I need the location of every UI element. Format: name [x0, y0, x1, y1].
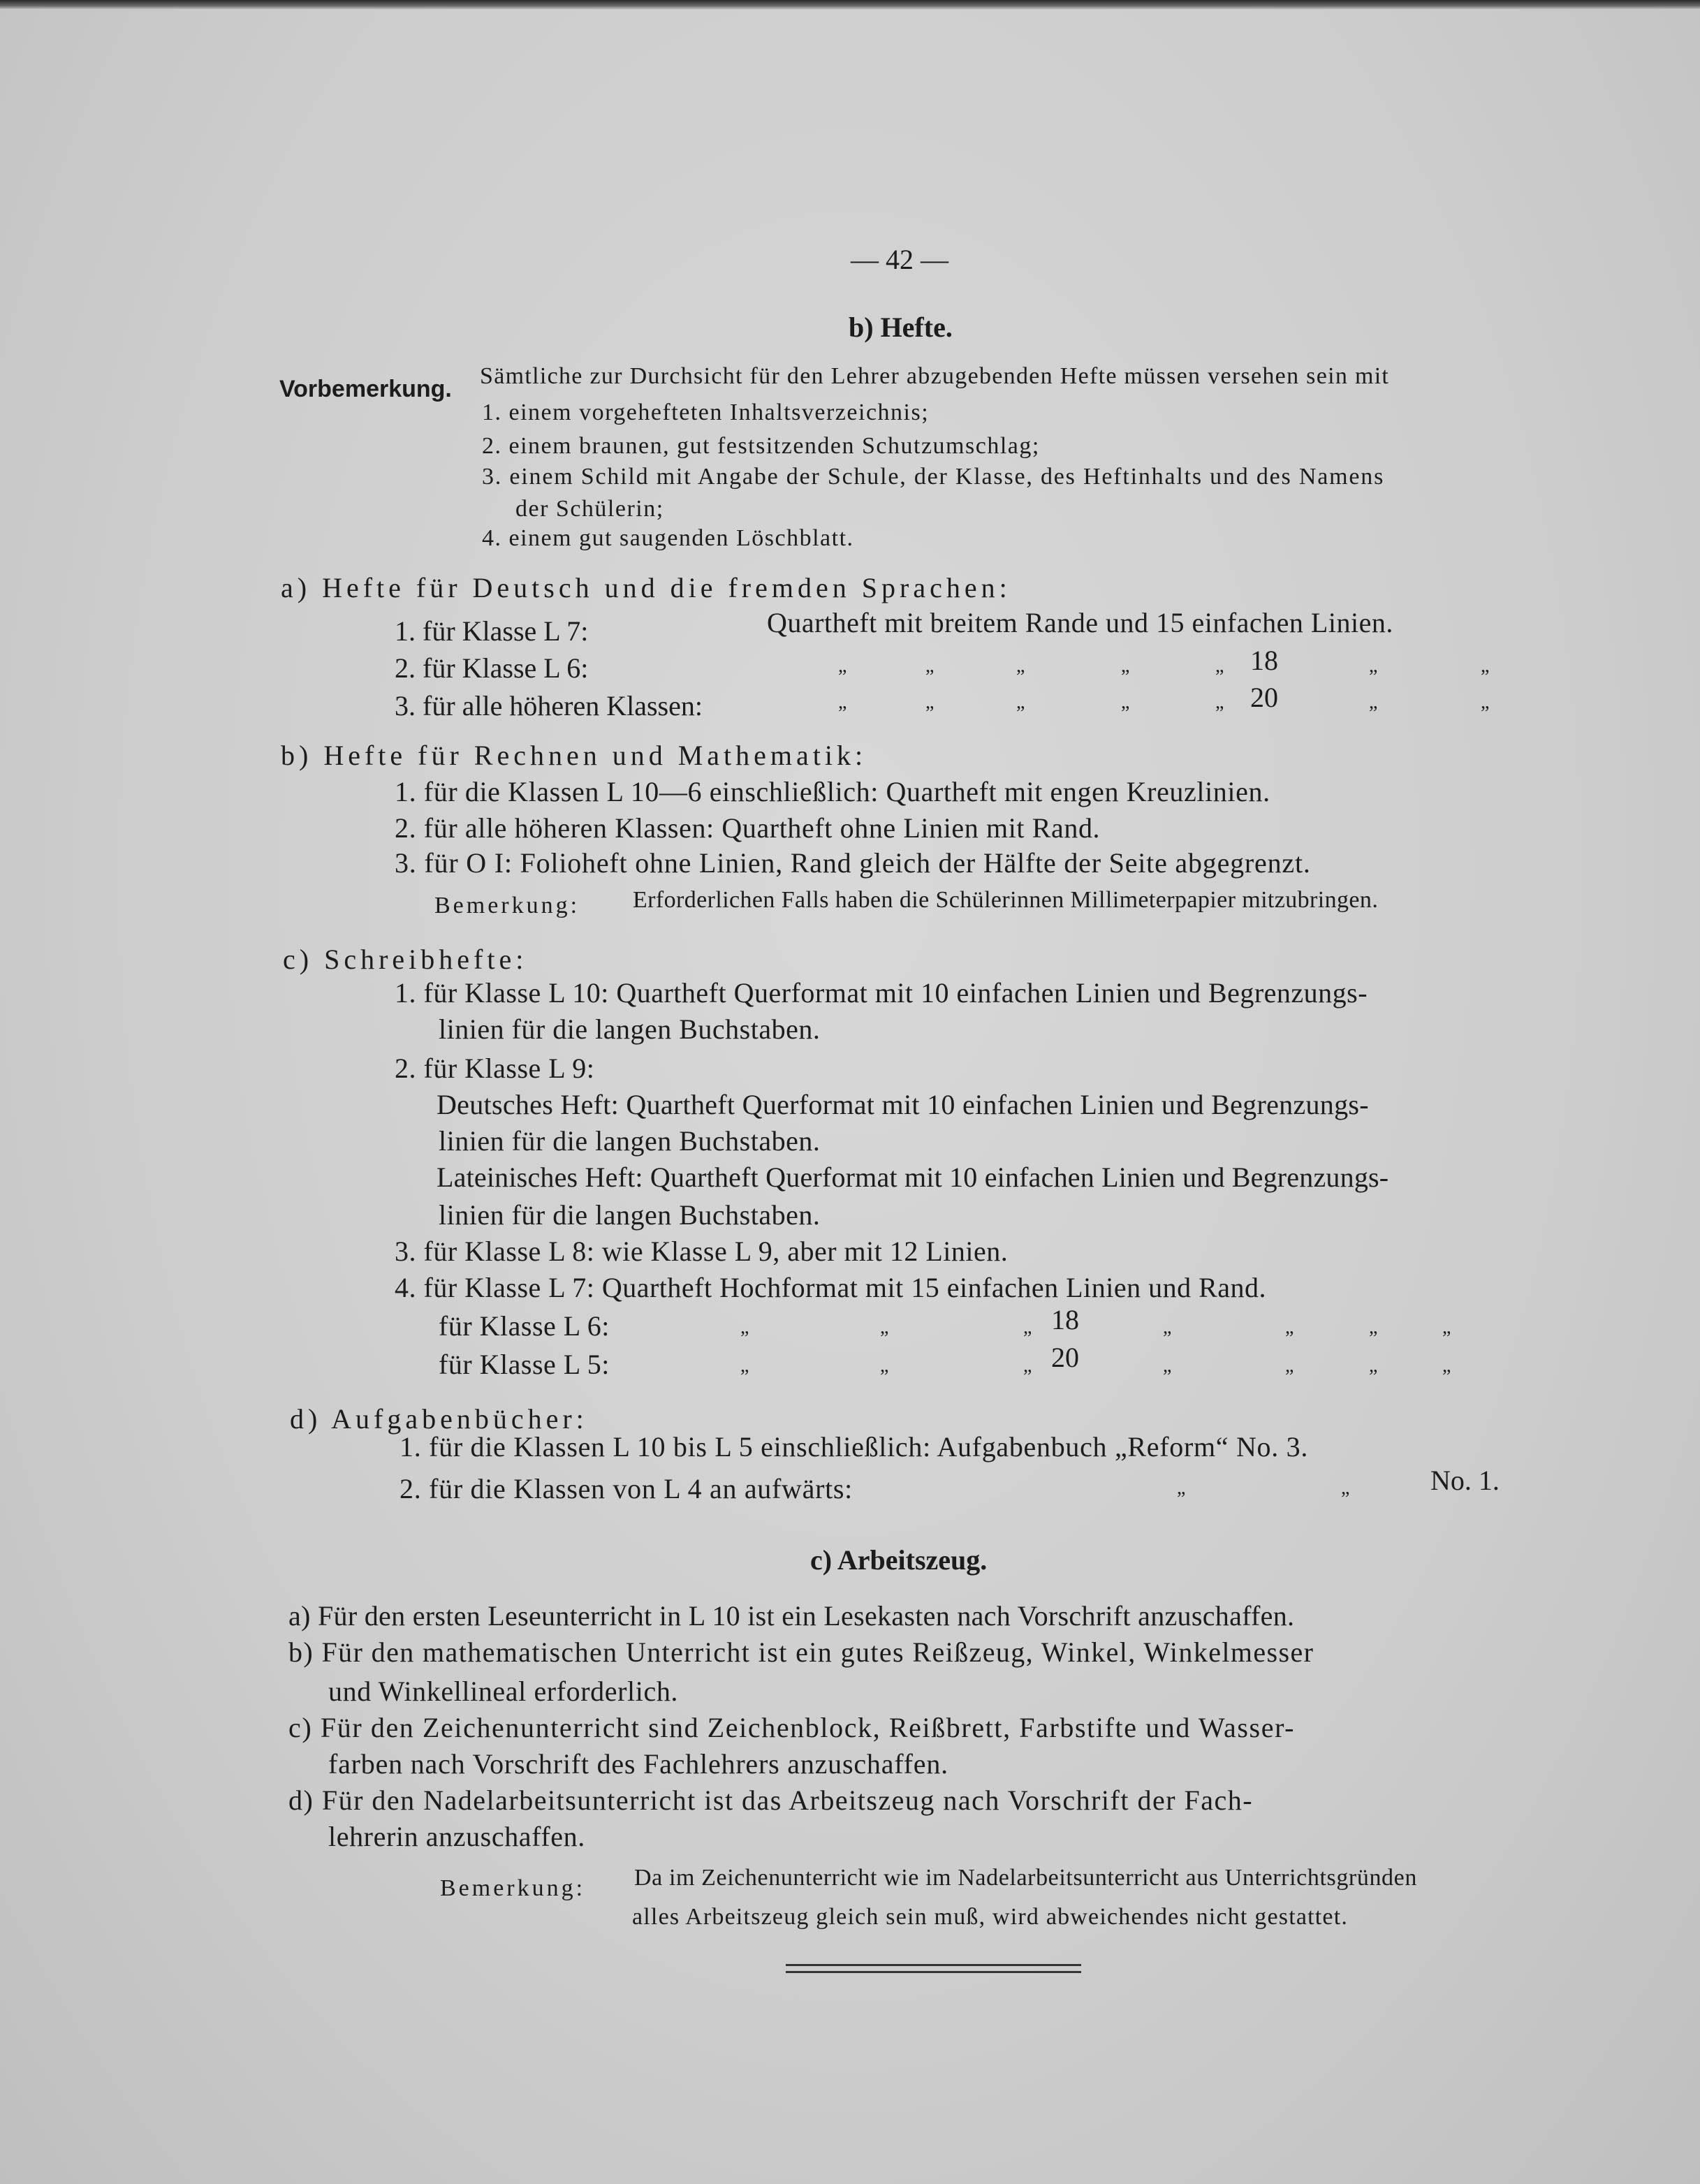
closing-rule: [786, 1964, 1081, 1966]
ditto-number: 20: [1051, 1342, 1079, 1373]
list-item: 2. für Klasse L 9:: [395, 1053, 595, 1084]
requirement-item: 2. einem braunen, gut festsitzenden Schutzumschlag;: [482, 433, 1040, 459]
subsection-heading-rechnen: b) Hefte für Rechnen und Mathematik:: [281, 740, 867, 771]
list-item: 3. für Klasse L 8: wie Klasse L 9, aber mit 12 Linien.: [395, 1236, 1009, 1267]
arbeitszeug-item: d) Für den Nadelarbeitsunterricht ist das Arbeitszeug nach Vorschrift der Fach-: [288, 1784, 1254, 1816]
list-item-label: 3. für alle höheren Klassen:: [395, 690, 703, 721]
ditto-mark: „: [1163, 1317, 1172, 1338]
vorbemerkung-text: Sämtliche zur Durchsicht für den Lehrer abzugebenden Hefte müssen versehen sein mit: [480, 363, 1390, 389]
ditto-mark: „: [838, 655, 847, 677]
requirement-item: 3. einem Schild mit Angabe der Schule, der Klasse, des Heftinhalts und des Namens: [482, 464, 1385, 490]
ditto-mark: „: [1369, 655, 1378, 677]
list-item: 1. für die Klassen L 10 bis L 5 einschließlich: Aufgabenbuch „Reform“ No. 3.: [400, 1431, 1309, 1463]
list-item-continuation: linien für die langen Buchstaben.: [439, 1013, 821, 1045]
list-item-label: 1. für Klasse L 7:: [395, 615, 589, 647]
page-top-edge: [0, 0, 1700, 10]
list-item-continuation: Deutsches Heft: Quartheft Querformat mit 10 einfachen Linien und Begrenzungs-: [437, 1089, 1369, 1120]
ditto-mark: „: [1341, 1477, 1350, 1499]
requirement-item: 4. einem gut saugenden Löschblatt.: [482, 525, 854, 551]
list-item-continuation: linien für die langen Buchstaben.: [439, 1125, 821, 1157]
ditto-number: 20: [1250, 682, 1278, 713]
arbeitszeug-item: b) Für den mathematischen Unterricht ist ein gutes Reißzeug, Winkel, Winkelmesser: [288, 1636, 1314, 1668]
arbeitszeug-item-continuation: und Winkellineal erforderlich.: [328, 1676, 679, 1707]
list-item: 3. für O I: Folioheft ohne Linien, Rand gleich der Hälfte der Seite abgegrenzt.: [395, 847, 1311, 879]
ditto-mark: „: [1215, 691, 1224, 713]
ditto-mark: „: [1121, 691, 1130, 713]
list-item-label: für Klasse L 5:: [439, 1349, 610, 1380]
ditto-mark: „: [1163, 1355, 1172, 1377]
ditto-mark: „: [1016, 691, 1025, 713]
list-item-continuation: linien für die langen Buchstaben.: [439, 1199, 821, 1231]
closing-rule: [786, 1971, 1081, 1973]
arbeitszeug-item: c) Für den Zeichenunterricht sind Zeichenblock, Reißbrett, Farbstifte und Wasser-: [288, 1712, 1296, 1743]
ditto-mark: „: [880, 1317, 889, 1338]
requirement-item: 1. einem vorgehefteten Inhaltsverzeichnis;: [482, 400, 930, 425]
ditto-mark: „: [740, 1355, 749, 1377]
ditto-mark: „: [1369, 1317, 1378, 1338]
ditto-mark: „: [1481, 655, 1490, 677]
ditto-mark: „: [1369, 1355, 1378, 1377]
list-item-text: Quartheft mit breitem Rande und 15 einfachen Linien.: [767, 607, 1393, 638]
vorbemerkung-label: Vorbemerkung.: [279, 376, 452, 402]
ditto-mark: „: [1285, 1317, 1294, 1338]
subsection-heading-aufgabenbuecher: d) Aufgabenbücher:: [290, 1403, 588, 1435]
subsection-heading-schreibhefte: c) Schreibhefte:: [283, 944, 528, 975]
ditto-mark: „: [1442, 1317, 1451, 1338]
ditto-mark: „: [1016, 655, 1025, 677]
remark-text: Da im Zeichenunterricht wie im Nadelarbeitsunterricht aus Unterrichtsgründen: [634, 1865, 1417, 1891]
arbeitszeug-item: a) Für den ersten Leseunterricht in L 10 ist ein Lesekasten nach Vorschrift anzuschaffen.: [288, 1600, 1295, 1632]
subsection-heading-deutsch: a) Hefte für Deutsch und die fremden Sprachen:: [281, 572, 1011, 603]
ditto-mark: „: [1177, 1477, 1186, 1499]
remark-label: Bemerkung:: [440, 1875, 586, 1901]
list-item-continuation: Lateinisches Heft: Quartheft Querformat mit 10 einfachen Linien und Begrenzungs-: [437, 1161, 1389, 1193]
page-number: — 42 —: [851, 244, 948, 275]
ditto-mark: „: [1285, 1355, 1294, 1377]
list-item-label: 2. für die Klassen von L 4 an aufwärts:: [400, 1473, 853, 1504]
arbeitszeug-item-continuation: farben nach Vorschrift des Fachlehrers anzuschaffen.: [328, 1748, 948, 1780]
ditto-mark: „: [925, 691, 935, 713]
ditto-mark: „: [740, 1317, 749, 1338]
list-item-label: für Klasse L 6:: [439, 1310, 610, 1342]
section-title-hefte: b) Hefte.: [849, 312, 953, 343]
ditto-number: 18: [1051, 1304, 1079, 1335]
ditto-number: 18: [1250, 645, 1278, 676]
list-item-label: 2. für Klasse L 6:: [395, 652, 589, 684]
arbeitszeug-item-continuation: lehrerin anzuschaffen.: [328, 1821, 585, 1852]
section-title-arbeitszeug: c) Arbeitszeug.: [810, 1544, 988, 1576]
list-item: 1. für Klasse L 10: Quartheft Querformat mit 10 einfachen Linien und Begrenzungs-: [395, 977, 1368, 1009]
list-item: 2. für alle höheren Klassen: Quartheft ohne Linien mit Rand.: [395, 812, 1101, 844]
remark-text: Erforderlichen Falls haben die Schülerinnen Millimeterpapier mitzubringen.: [633, 887, 1379, 913]
ditto-mark: „: [1215, 655, 1224, 677]
ditto-mark: „: [1121, 655, 1130, 677]
ditto-mark: „: [838, 691, 847, 713]
ditto-mark: „: [1023, 1355, 1032, 1377]
list-item: 4. für Klasse L 7: Quartheft Hochformat mit 15 einfachen Linien und Rand.: [395, 1272, 1267, 1303]
ditto-mark: „: [925, 655, 935, 677]
ditto-mark: „: [1369, 691, 1378, 713]
ditto-mark: „: [1481, 691, 1490, 713]
remark-label: Bemerkung:: [434, 893, 580, 918]
ditto-mark: „: [1442, 1355, 1451, 1377]
ditto-mark: „: [880, 1355, 889, 1377]
ditto-mark: „: [1023, 1317, 1032, 1338]
list-item: 1. für die Klassen L 10—6 einschließlich: Quartheft mit engen Kreuzlinien.: [395, 776, 1270, 807]
remark-text: alles Arbeitszeug gleich sein muß, wird abweichendes nicht gestattet.: [632, 1904, 1349, 1930]
requirement-item: der Schülerin;: [515, 496, 664, 522]
list-item-number: No. 1.: [1430, 1465, 1500, 1496]
